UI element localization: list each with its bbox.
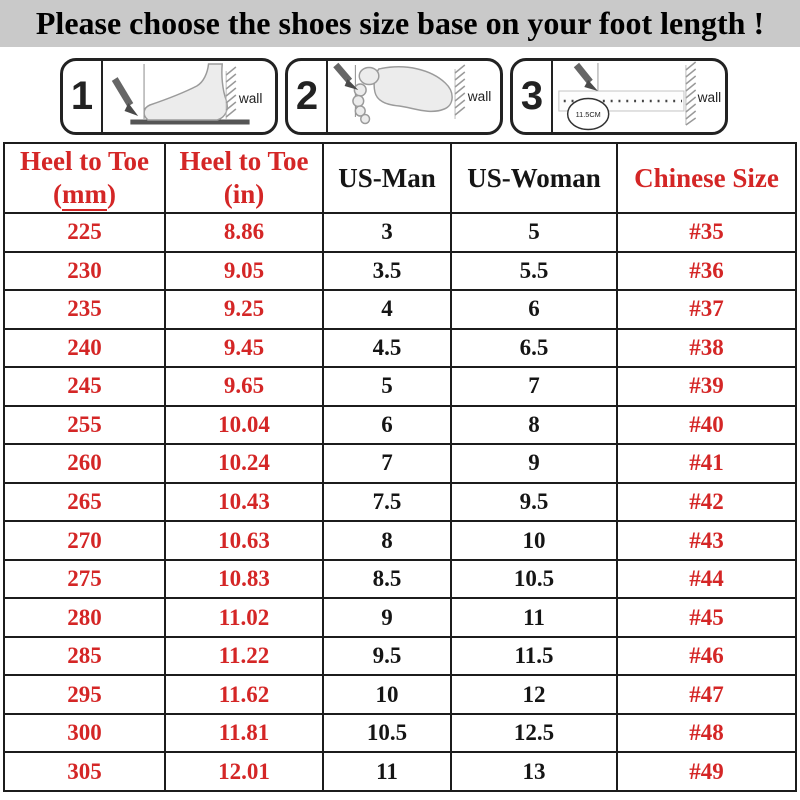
cell-heel-to-toe-mm: 300 <box>4 714 165 753</box>
header-chinese-size: Chinese Size <box>617 143 796 213</box>
cell-us-woman: 9 <box>451 444 617 483</box>
table-header-row <box>4 143 796 213</box>
cell-heel-to-toe-mm: 285 <box>4 637 165 676</box>
step-1-illustration <box>103 61 275 132</box>
cell-us-man: 3.5 <box>323 252 451 291</box>
cell-heel-to-toe-mm: 305 <box>4 752 165 791</box>
wall-label: wall <box>697 88 722 106</box>
step-1-box <box>60 58 278 135</box>
step-2-box <box>285 58 503 135</box>
table-row <box>4 598 796 637</box>
cell-us-woman: 11 <box>451 598 617 637</box>
table-row <box>4 675 796 714</box>
measure-value-label: 11.5CM <box>575 109 601 120</box>
table-row <box>4 444 796 483</box>
cell-heel-to-toe-in: 10.83 <box>165 560 323 599</box>
cell-heel-to-toe-mm: 255 <box>4 406 165 445</box>
cell-heel-to-toe-in: 11.81 <box>165 714 323 753</box>
cell-us-woman: 11.5 <box>451 637 617 676</box>
cell-heel-to-toe-mm: 235 <box>4 290 165 329</box>
cell-chinese-size: #48 <box>617 714 796 753</box>
cell-us-woman: 7 <box>451 367 617 406</box>
table-row <box>4 367 796 406</box>
pencil-icon <box>576 65 598 91</box>
cell-heel-to-toe-mm: 240 <box>4 329 165 368</box>
cell-heel-to-toe-mm: 265 <box>4 483 165 522</box>
table-row <box>4 752 796 791</box>
cell-heel-to-toe-in: 8.86 <box>165 213 323 252</box>
header-heel-to-toe-mm: Heel to Toe (mm) <box>4 143 165 213</box>
cell-us-woman: 5.5 <box>451 252 617 291</box>
step-3-box <box>510 58 728 135</box>
cell-us-woman: 10.5 <box>451 560 617 599</box>
cell-us-man: 3 <box>323 213 451 252</box>
cell-us-woman: 12 <box>451 675 617 714</box>
cell-us-man: 10.5 <box>323 714 451 753</box>
ruler-measure-icon <box>553 61 725 132</box>
table-row <box>4 213 796 252</box>
wall-hatch <box>455 65 465 119</box>
cell-us-man: 9 <box>323 598 451 637</box>
cell-us-man: 5 <box>323 367 451 406</box>
cell-us-man: 8.5 <box>323 560 451 599</box>
cell-heel-to-toe-in: 9.05 <box>165 252 323 291</box>
table-row <box>4 329 796 368</box>
wall-hatch <box>686 62 696 125</box>
cell-heel-to-toe-in: 9.45 <box>165 329 323 368</box>
cell-chinese-size: #37 <box>617 290 796 329</box>
cell-heel-to-toe-mm: 275 <box>4 560 165 599</box>
table-row <box>4 637 796 676</box>
cell-us-woman: 8 <box>451 406 617 445</box>
header-us-man: US-Man <box>323 143 451 213</box>
wall-hatch <box>226 67 236 119</box>
step-2-illustration <box>328 61 500 132</box>
foot-side-shape <box>144 64 227 120</box>
cell-chinese-size: #36 <box>617 252 796 291</box>
cell-heel-to-toe-mm: 230 <box>4 252 165 291</box>
cell-us-woman: 12.5 <box>451 714 617 753</box>
cell-heel-to-toe-in: 9.25 <box>165 290 323 329</box>
step-3-illustration <box>553 61 725 132</box>
cell-heel-to-toe-mm: 245 <box>4 367 165 406</box>
pencil-icon <box>115 79 138 116</box>
page-title: Please choose the shoes size base on your foot length ! <box>35 5 765 41</box>
cell-heel-to-toe-in: 10.43 <box>165 483 323 522</box>
header-us-woman: US-Woman <box>451 143 617 213</box>
cell-chinese-size: #35 <box>617 213 796 252</box>
cell-heel-to-toe-mm: 295 <box>4 675 165 714</box>
step-1-number: 1 <box>63 61 103 132</box>
page-title-bar <box>0 0 800 47</box>
cell-us-man: 7 <box>323 444 451 483</box>
cell-us-woman: 10 <box>451 521 617 560</box>
table-row <box>4 290 796 329</box>
size-conversion-table <box>3 142 797 792</box>
cell-us-man: 10 <box>323 675 451 714</box>
cell-us-woman: 13 <box>451 752 617 791</box>
cell-heel-to-toe-in: 10.24 <box>165 444 323 483</box>
foot-top-view-icon <box>328 61 500 132</box>
cell-chinese-size: #43 <box>617 521 796 560</box>
table-row <box>4 252 796 291</box>
cell-us-woman: 5 <box>451 213 617 252</box>
cell-heel-to-toe-in: 9.65 <box>165 367 323 406</box>
header-heel-to-toe-in: Heel to Toe (in) <box>165 143 323 213</box>
cell-chinese-size: #39 <box>617 367 796 406</box>
footprint-shape <box>353 67 452 124</box>
cell-heel-to-toe-in: 10.63 <box>165 521 323 560</box>
cell-heel-to-toe-mm: 225 <box>4 213 165 252</box>
cell-chinese-size: #44 <box>617 560 796 599</box>
cell-us-man: 4.5 <box>323 329 451 368</box>
step-3-number: 3 <box>513 61 553 132</box>
cell-chinese-size: #42 <box>617 483 796 522</box>
cell-us-man: 8 <box>323 521 451 560</box>
cell-us-woman: 6.5 <box>451 329 617 368</box>
cell-us-woman: 9.5 <box>451 483 617 522</box>
cell-us-man: 4 <box>323 290 451 329</box>
size-table-body <box>4 213 796 791</box>
cell-us-man: 9.5 <box>323 637 451 676</box>
table-row <box>4 714 796 753</box>
cell-heel-to-toe-mm: 270 <box>4 521 165 560</box>
cell-heel-to-toe-mm: 260 <box>4 444 165 483</box>
cell-heel-to-toe-in: 10.04 <box>165 406 323 445</box>
measurement-steps <box>60 58 728 135</box>
cell-heel-to-toe-in: 11.62 <box>165 675 323 714</box>
cell-chinese-size: #45 <box>617 598 796 637</box>
step-2-number: 2 <box>288 61 328 132</box>
cell-chinese-size: #41 <box>617 444 796 483</box>
table-row <box>4 406 796 445</box>
cell-us-man: 7.5 <box>323 483 451 522</box>
foot-side-view-icon <box>103 61 275 132</box>
cell-heel-to-toe-in: 11.02 <box>165 598 323 637</box>
table-row <box>4 521 796 560</box>
cell-us-woman: 6 <box>451 290 617 329</box>
cell-heel-to-toe-mm: 280 <box>4 598 165 637</box>
cell-us-man: 6 <box>323 406 451 445</box>
table-row <box>4 560 796 599</box>
table-row <box>4 483 796 522</box>
cell-heel-to-toe-in: 12.01 <box>165 752 323 791</box>
cell-chinese-size: #40 <box>617 406 796 445</box>
wall-label: wall <box>467 87 492 105</box>
cell-chinese-size: #49 <box>617 752 796 791</box>
cell-chinese-size: #38 <box>617 329 796 368</box>
cell-heel-to-toe-in: 11.22 <box>165 637 323 676</box>
cell-chinese-size: #47 <box>617 675 796 714</box>
cell-us-man: 11 <box>323 752 451 791</box>
wall-label: wall <box>238 89 263 107</box>
cell-chinese-size: #46 <box>617 637 796 676</box>
